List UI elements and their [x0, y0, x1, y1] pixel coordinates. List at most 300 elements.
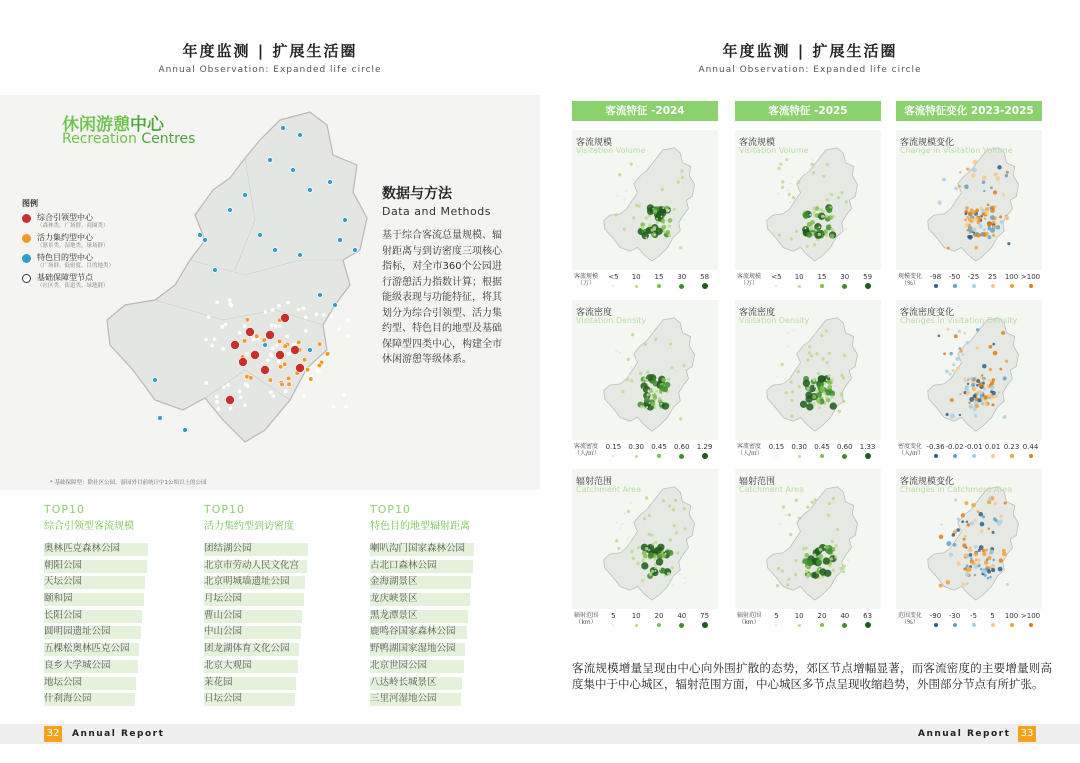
- legend-label-cn: 客流规模: [574, 273, 599, 280]
- mini-map-dot: [974, 519, 977, 522]
- legend-swatch-dot: [865, 453, 871, 459]
- vitality-centre-dot: [296, 340, 301, 345]
- mini-map-dot: [643, 517, 646, 520]
- mini-map-dot: [842, 400, 845, 403]
- mini-map-dot: [802, 544, 804, 546]
- mini-map-dot: [990, 186, 993, 189]
- mini-map-title: 辐射范围: [576, 477, 613, 487]
- mini-map-1-1: [735, 300, 881, 460]
- mini-map-dot: [661, 188, 664, 191]
- mini-map-dot: [640, 405, 643, 408]
- mini-map-svg: [741, 314, 881, 434]
- mini-map-dot: [681, 357, 683, 359]
- mini-map-title-en: Change in Visitation Volume: [900, 146, 1013, 155]
- mini-map-dot: [999, 368, 1002, 371]
- legend-value: 10: [631, 612, 641, 620]
- mini-map-dot: [818, 200, 820, 202]
- mini-map-dot: [959, 171, 961, 173]
- mini-map-dot: [974, 217, 978, 221]
- mini-map-dot: [667, 179, 669, 181]
- mini-map-dot: [828, 564, 831, 567]
- mini-map-dot: [665, 553, 667, 555]
- mini-map-dot: [950, 414, 955, 419]
- mini-map-dot: [615, 350, 617, 352]
- mini-map-dot: [992, 559, 995, 562]
- mini-map-dot: [984, 560, 988, 564]
- top10-item-label: 天坛公园: [44, 576, 83, 588]
- legend-value: -90: [929, 612, 942, 620]
- legend-label-unit: （%）: [901, 280, 919, 287]
- legend-value: -50: [948, 273, 961, 281]
- mini-map-dot: [660, 171, 662, 173]
- legend-value: 20: [817, 612, 827, 620]
- legend-swatch-dot: [775, 455, 777, 457]
- top10-item-label: 月坛公园: [204, 593, 243, 605]
- mini-map-dot: [627, 510, 630, 513]
- mini-map-svg: [902, 314, 1042, 434]
- legend-swatch-dot: [775, 624, 777, 626]
- mini-map-dot: [816, 398, 821, 403]
- vitality-centre-dot: [268, 378, 273, 383]
- mini-map-dot: [846, 171, 848, 173]
- legend-swatch-dot: [679, 284, 684, 289]
- mini-map-dot: [805, 396, 812, 403]
- mini-map-dot: [664, 239, 666, 241]
- mini-map-dot: [674, 167, 676, 169]
- mini-map-dot: [806, 245, 809, 248]
- mini-map-legend: [896, 443, 1042, 460]
- top10-item: [204, 676, 354, 693]
- basic-node-dot: [278, 324, 281, 327]
- mini-map-title: 客流密度变化: [900, 308, 955, 318]
- mini-map-dot: [798, 385, 801, 388]
- mini-map-dot: [833, 336, 835, 338]
- mini-map-dot: [668, 224, 671, 227]
- mini-map-dot: [966, 216, 969, 219]
- legend-swatch-dot: [934, 284, 938, 288]
- mini-map-dot: [637, 546, 640, 549]
- mini-map-dot: [790, 399, 793, 402]
- legend-sub: （广场群、低密度、目的地类）: [37, 263, 115, 269]
- mini-map-dot: [964, 554, 967, 557]
- legend-value: 15: [817, 273, 827, 281]
- legend-value: 1.29: [696, 443, 713, 451]
- mini-map-dot: [670, 165, 672, 167]
- mini-map-dot: [806, 190, 808, 192]
- method-title-en: Data and Methods: [382, 205, 491, 218]
- mini-map-dot: [639, 365, 641, 367]
- mini-map-dot: [669, 399, 671, 401]
- special-centre-dot: [183, 428, 188, 433]
- legend-label-cn: 范围变化: [898, 612, 923, 619]
- legend-value: 5: [990, 612, 995, 620]
- top10-item: [370, 592, 520, 609]
- mini-map-dot: [653, 209, 658, 214]
- data-methods-block: [382, 183, 502, 368]
- basic-node-dot: [277, 360, 280, 363]
- mini-map-dot: [645, 216, 648, 219]
- top10-item-label: 五棵松奥林匹克公园: [44, 643, 130, 655]
- mini-map-dot: [820, 415, 822, 417]
- legend-label-unit: （人/㎡）: [898, 450, 925, 457]
- special-centre-dot: [298, 133, 303, 138]
- mini-map-dot: [980, 232, 984, 236]
- mini-map-dot: [647, 391, 649, 393]
- legend-label-cn: 客流规模: [737, 273, 762, 280]
- legend-swatch-dot: [702, 283, 708, 289]
- mini-map-dot: [641, 579, 644, 582]
- special-centre-dot: [243, 193, 248, 198]
- basic-node-dot: [287, 301, 290, 304]
- basic-node-dot: [229, 303, 232, 306]
- mini-map-dot: [781, 180, 784, 183]
- legend-swatch-dot: [679, 454, 684, 459]
- mini-map-dot: [946, 541, 951, 546]
- legend-swatch-dot: [842, 454, 847, 459]
- legend-swatch-dot: [934, 623, 938, 627]
- mini-map-dot: [799, 570, 801, 572]
- mini-map-dot: [1000, 220, 1004, 224]
- basic-node-dot: [332, 405, 335, 408]
- mini-map-dot: [819, 554, 824, 559]
- mini-map-dot: [806, 506, 809, 509]
- basic-node-dot: [271, 308, 274, 311]
- mini-map-dot: [980, 522, 985, 527]
- mini-map-dot: [985, 207, 989, 211]
- mini-map-dot: [684, 577, 686, 579]
- vitality-centre-dot: [282, 362, 287, 367]
- legend-label-unit: （km）: [575, 619, 597, 626]
- top10-item: [370, 559, 520, 576]
- mini-map-dot: [653, 395, 658, 400]
- mini-map-dot: [628, 543, 630, 545]
- mini-map-dot: [623, 523, 625, 525]
- legend-swatch-dot: [972, 623, 976, 627]
- mini-map-dot: [827, 514, 830, 517]
- legend-swatch-dot: [953, 454, 957, 458]
- mini-map-dot: [834, 555, 837, 558]
- basic-node-dot: [266, 359, 269, 362]
- mini-map-dot: [642, 551, 647, 556]
- mini-map-dot: [990, 215, 995, 220]
- mini-map-dot: [811, 414, 813, 416]
- mini-map-dot: [981, 209, 985, 213]
- mini-map-dot: [836, 580, 838, 582]
- mini-map-dot: [972, 168, 977, 173]
- legend-label-cn: 规模变化: [898, 273, 923, 280]
- mini-map-dot: [956, 528, 960, 532]
- basic-node-dot: [302, 307, 305, 310]
- mini-map-dot: [811, 159, 813, 161]
- mini-map-dot: [651, 402, 656, 407]
- legend-swatch-dot: [1010, 284, 1014, 288]
- mini-map-dot: [684, 582, 686, 584]
- mini-map-dot: [825, 234, 828, 237]
- legend-label: [574, 443, 601, 457]
- mini-map-dot: [985, 566, 988, 569]
- mini-map-dot: [985, 211, 989, 215]
- top10-rows: [370, 542, 520, 709]
- mini-map-dot: [838, 345, 840, 347]
- mini-map-dot: [841, 553, 843, 555]
- mini-map-dot: [638, 369, 640, 371]
- mini-map-dot: [644, 397, 650, 403]
- mini-map-dot: [824, 520, 826, 522]
- legend-label-cn: 客流密度: [574, 443, 599, 450]
- mini-map-dot: [790, 182, 792, 184]
- mini-map-dot: [964, 379, 967, 382]
- mini-map-dot: [662, 499, 665, 502]
- mini-map-dot: [641, 203, 643, 205]
- legend-value: -30: [948, 612, 961, 620]
- mini-map-dot: [669, 538, 672, 541]
- hollow-dot-icon: [22, 274, 31, 283]
- mini-map-dot: [651, 228, 654, 231]
- page-number-right: 33: [1018, 726, 1036, 742]
- special-centre-dot: [153, 378, 158, 383]
- mini-map-dot: [993, 502, 997, 506]
- mini-map-dot: [628, 536, 630, 538]
- top10-item-label: 圆明园遗址公园: [44, 626, 111, 638]
- basic-node-dot: [211, 344, 214, 347]
- mini-map-dot: [966, 565, 969, 568]
- mini-map-dot: [939, 535, 944, 540]
- mini-map-dot: [1002, 552, 1007, 557]
- mini-map-dot: [803, 349, 805, 351]
- mini-map-dot: [938, 334, 941, 337]
- mini-map-dot: [790, 415, 793, 418]
- legend-value: 20: [654, 612, 664, 620]
- basic-node-dot: [243, 324, 246, 327]
- mini-map-dot: [781, 186, 784, 189]
- mini-map-dot: [789, 380, 792, 383]
- mini-map-dot: [845, 228, 847, 230]
- mini-map-dot: [988, 386, 990, 388]
- mini-map-dot: [949, 373, 952, 376]
- mini-map-dot: [983, 190, 985, 192]
- mini-map-dot: [952, 363, 955, 366]
- mini-map-dot: [652, 392, 654, 394]
- map-title-en-a: Recreation: [62, 131, 137, 147]
- mini-map-dot: [979, 382, 984, 387]
- mini-map-dot: [991, 568, 995, 572]
- mini-map-dot: [628, 162, 630, 164]
- legend-label: [737, 612, 761, 626]
- mini-map-dot: [987, 577, 990, 580]
- legend-value: -0.02: [945, 443, 964, 451]
- top10-item-label: 茉花园: [204, 676, 233, 688]
- mini-map-dot: [987, 203, 990, 206]
- mini-map-dot: [645, 496, 648, 499]
- mini-map-dot: [634, 583, 636, 585]
- top10-head: TOP10: [44, 503, 86, 516]
- mini-map-dot: [990, 385, 995, 390]
- mini-map-dot: [804, 547, 807, 550]
- mini-map-dot: [778, 233, 781, 236]
- top10-item-label: 颐和园: [44, 593, 73, 605]
- mini-map-dot: [645, 547, 648, 550]
- mini-map-dot: [807, 387, 810, 390]
- mini-map-legend: [896, 273, 1042, 290]
- mini-map-dot: [802, 522, 804, 524]
- mini-map-svg: [578, 483, 718, 603]
- mini-map-dot: [620, 523, 622, 525]
- mini-map-dot: [785, 158, 788, 161]
- legend-swatch-dot: [679, 623, 684, 628]
- legend-value: -98: [929, 273, 942, 281]
- mini-map-dot: [836, 332, 838, 334]
- mini-map-dot: [648, 514, 651, 517]
- mini-map-dot: [989, 207, 992, 210]
- mini-map-dot: [648, 533, 651, 536]
- top10-item-label: 北京明城墙遗址公园: [204, 576, 290, 588]
- method-body: 基于综合客流总量规模、辐射距离与到访密度三项核心指标，对全市360个公园进行游憩活力指数计算；根据能级表现与功能特征，将其划分为综合引领型、活力集约型、特色目的地型及基础保障型四类中心，构建全市休闲游憩等级体系。: [382, 230, 502, 365]
- mini-map-dot: [822, 357, 825, 360]
- mini-map-dot: [966, 523, 970, 527]
- legend-swatch-dot: [612, 455, 614, 457]
- mini-map-dot: [654, 338, 657, 341]
- top10-item-label: 北京世园公园: [370, 659, 428, 671]
- top10-item-label: 团龙湖体育文化公园: [204, 643, 290, 655]
- mini-map-dot: [779, 523, 781, 525]
- legend-swatch-dot: [972, 454, 976, 458]
- mini-map-dot: [813, 378, 816, 381]
- mini-map-dot: [668, 504, 671, 507]
- mini-map-dot: [793, 329, 795, 331]
- mini-map-title-en: Visitation Density: [739, 316, 810, 325]
- mini-map-dot: [828, 502, 831, 505]
- vitality-centre-dot: [278, 364, 283, 369]
- legend-label: [737, 273, 761, 287]
- mini-map-dot: [966, 391, 971, 396]
- mini-map-dot: [791, 572, 793, 574]
- mini-map-outline: [928, 148, 1019, 261]
- special-centre-dot: [328, 180, 333, 185]
- mini-map-dot: [812, 402, 815, 405]
- mini-map-dot: [993, 190, 997, 194]
- mini-map-dot: [828, 352, 831, 355]
- mini-map-dot: [989, 576, 992, 579]
- mini-map-dot: [812, 210, 815, 213]
- mini-map-dot: [809, 385, 811, 387]
- legend-value: <5: [771, 273, 782, 281]
- mini-map-dot: [648, 166, 650, 168]
- mini-map-dot: [795, 499, 798, 502]
- top10-item-label: 良乡大学城公园: [44, 659, 111, 671]
- mini-map-dot: [818, 233, 821, 236]
- mini-map-dot: [666, 209, 668, 211]
- legend-name: 基础保障型节点: [37, 273, 93, 282]
- mini-map-title-en: Catchment Area: [739, 485, 804, 494]
- legend-value: 0.30: [628, 443, 644, 451]
- legend-value: -25: [967, 273, 980, 281]
- legend-label-unit: （%）: [901, 619, 919, 626]
- mini-map-dot: [824, 406, 826, 408]
- mini-map-dot: [807, 573, 810, 576]
- mini-map-dot: [668, 209, 670, 211]
- mini-map-dot: [619, 352, 621, 354]
- mini-map-dot: [832, 569, 835, 572]
- mini-map-dot: [669, 342, 672, 345]
- orange-dot-icon: [22, 234, 31, 243]
- basic-node-dot: [204, 338, 207, 341]
- legend-swatch-dot: [972, 284, 976, 288]
- mini-map-dot: [631, 333, 634, 336]
- mini-map-dot: [654, 570, 656, 572]
- mini-map-dot: [1005, 215, 1010, 220]
- mini-map-dot: [812, 527, 814, 529]
- legend-value: 25: [988, 273, 997, 281]
- mini-map-dot: [967, 235, 971, 239]
- mini-map-dot: [943, 352, 946, 355]
- mini-map-dot: [795, 559, 798, 562]
- top10-item-label: 朝阳公园: [44, 559, 83, 571]
- vitality-centre-dot: [317, 363, 322, 368]
- legend-label-cn: 客流密度: [737, 443, 762, 450]
- mini-map-dot: [819, 208, 822, 211]
- legend-sub: （社区类、街道类、绿地群）: [37, 283, 109, 289]
- mini-map-dot: [831, 226, 833, 228]
- mini-map-title-en: Visitation Volume: [576, 146, 646, 155]
- vitality-centre-dot: [280, 382, 285, 387]
- mini-map-title-en: Changes in Visitation Density: [900, 316, 1018, 325]
- basic-node-dot: [342, 393, 345, 396]
- mini-map-dot: [646, 393, 649, 396]
- mini-map-dot: [816, 379, 818, 381]
- mini-map-0-1: [735, 130, 881, 290]
- basic-node-dot: [207, 315, 210, 318]
- mini-map-dot: [779, 162, 782, 165]
- top10-item: [370, 542, 520, 559]
- mini-map-dot: [987, 394, 991, 398]
- mini-map-dot: [683, 190, 685, 192]
- legend-label-unit: （人/㎡）: [737, 450, 764, 457]
- mini-map-dot: [946, 328, 949, 331]
- mini-map-dot: [950, 398, 954, 402]
- mini-map-dot: [830, 395, 833, 398]
- mini-map-dot: [673, 524, 676, 527]
- special-centre-dot: [353, 248, 358, 253]
- mini-map-dot: [785, 391, 788, 394]
- mini-map-dot: [635, 359, 637, 361]
- mini-map-dot: [826, 198, 829, 201]
- mini-map-dot: [964, 501, 968, 505]
- top10-item: [204, 575, 354, 592]
- mini-map-dot: [630, 502, 632, 504]
- legend-value: 5: [611, 612, 616, 620]
- mini-map-dot: [683, 507, 686, 510]
- basic-node-dot: [274, 324, 277, 327]
- top10-item-label: 曹山公园: [204, 609, 243, 621]
- mini-map-dot: [652, 542, 655, 545]
- mini-map-dot: [789, 201, 791, 203]
- mini-map-dot: [998, 567, 1003, 572]
- mini-map-dot: [787, 189, 789, 191]
- right-header-subtitle: Annual Observation: Expanded life circle: [698, 65, 922, 75]
- mini-map-dot: [684, 527, 687, 530]
- vitality-centre-dot: [277, 339, 282, 344]
- basic-node-dot: [304, 316, 307, 319]
- mini-map-1-0: [572, 300, 718, 460]
- mini-map-outline: [604, 487, 695, 600]
- top10-item: [204, 692, 354, 709]
- legend-swatch-dot: [991, 454, 995, 458]
- mini-map-dot: [987, 224, 990, 227]
- mini-map-dot: [984, 574, 987, 577]
- mini-map-dot: [967, 567, 972, 572]
- mini-map-dot: [806, 232, 812, 238]
- legend-item: [22, 273, 142, 290]
